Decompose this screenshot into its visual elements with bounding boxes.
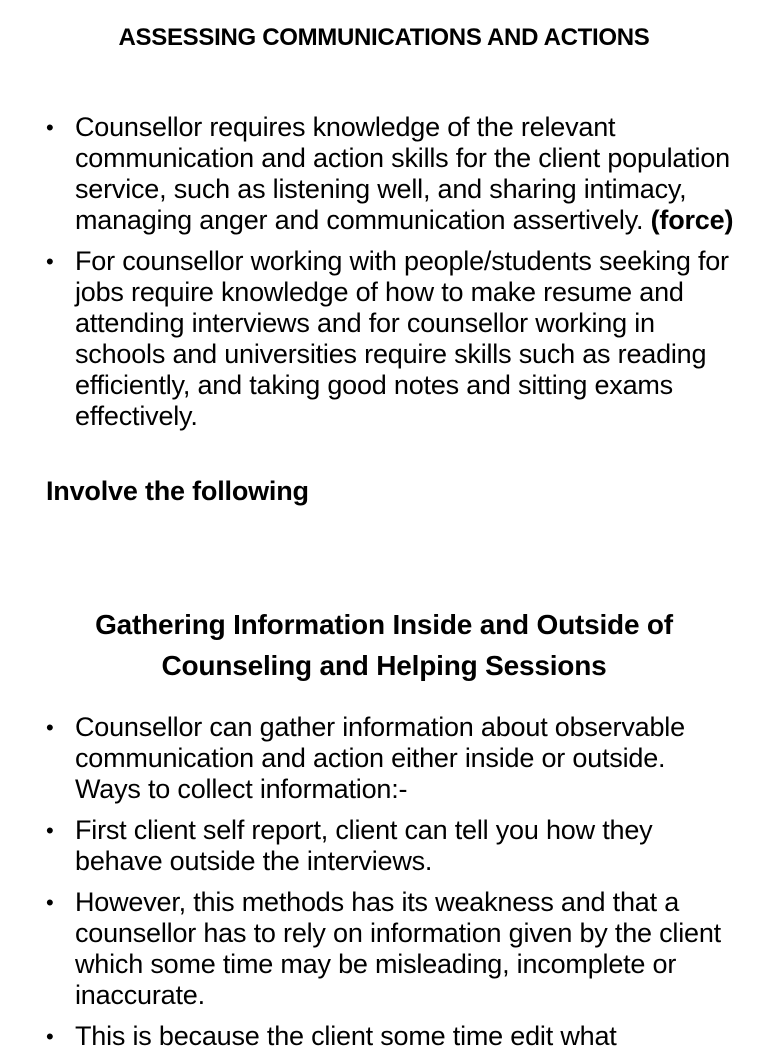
list-item <box>46 815 736 877</box>
list-item <box>46 246 736 432</box>
list-item-text: Counsellor can gather information about observable communication and action either inside or outside. Ways to collect information:- <box>75 712 685 804</box>
bullet-icon: • <box>46 1024 54 1049</box>
section-heading-line-1: Gathering Information Inside and Outside of <box>95 609 673 640</box>
list-item <box>46 712 736 805</box>
bullet-icon: • <box>46 818 54 843</box>
bullet-icon: • <box>46 249 54 274</box>
section-heading <box>0 604 768 686</box>
section-heading-line-2: Counseling and Helping Sessions <box>161 650 607 681</box>
list-item-text: First client self report, client can tell you how they behave outside the interviews. <box>75 815 653 876</box>
list-item <box>46 112 736 236</box>
list-item-text: Counsellor requires knowledge of the relevant communication and action skills for the client population service, such as listening well, and sharing intimacy, managing anger and communication assertively. <box>75 112 730 235</box>
bullet-icon: • <box>46 715 54 740</box>
page-title: ASSESSING COMMUNICATIONS AND ACTIONS <box>118 24 650 51</box>
list-item-text: For counsellor working with people/students seeking for jobs require knowledge of how to make resume and attending interviews and for counsellor working in schools and universities require skills such as reading efficiently, and taking good notes and sitting exams effectively. <box>75 246 729 431</box>
list-item <box>46 1021 736 1052</box>
bullet-icon: • <box>46 115 54 140</box>
bullet-list-section-1 <box>46 112 736 442</box>
involve-label: Involve the following <box>46 476 309 506</box>
list-item <box>46 887 736 1011</box>
list-item-text: However, this methods has its weakness and that a counsellor has to rely on information given by the client which some time may be misleading, incomplete or inaccurate. <box>75 887 721 1010</box>
list-item-emphasis: (force) <box>650 205 734 235</box>
bullet-icon: • <box>46 890 54 915</box>
bullet-list-section-2 <box>46 712 736 1062</box>
list-item-text: This is because the client some time edit what <box>75 1021 617 1051</box>
